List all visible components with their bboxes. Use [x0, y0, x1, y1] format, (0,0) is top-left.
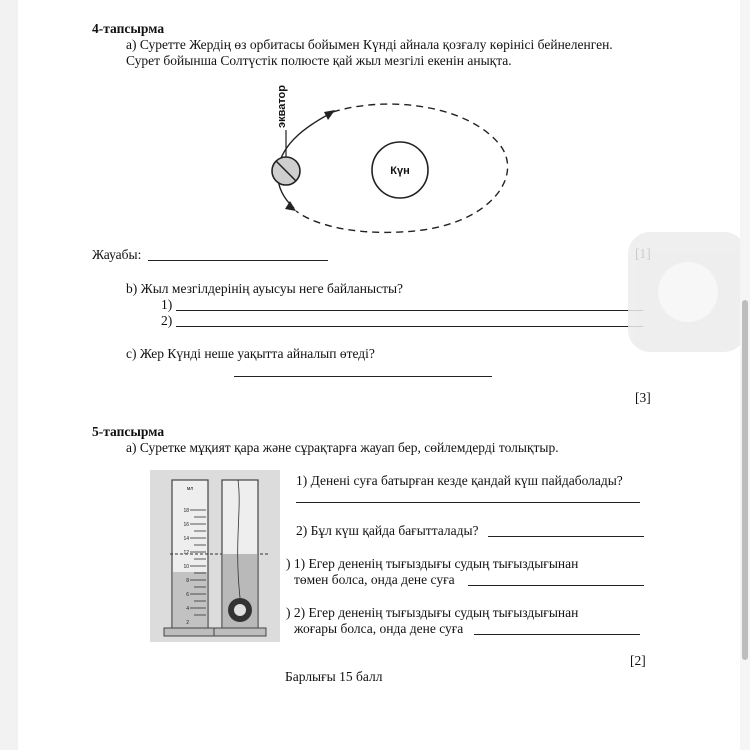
question-b: b) Жыл мезгілдерінің ауысуы неге байланысты?: [126, 281, 404, 296]
scrollbar-track[interactable]: [740, 0, 750, 750]
c-answer-blank[interactable]: [234, 376, 492, 377]
scale-label: 6: [186, 592, 189, 598]
question-c: c) Жер Күнді неше уақытта айналып өтеді?: [126, 346, 375, 361]
sun-label: Күн: [390, 165, 410, 177]
scale-label: 18: [183, 508, 189, 514]
total-score: Барлығы 15 балл: [285, 669, 383, 684]
scale-label: 12: [183, 550, 189, 556]
task5-score: [2]: [630, 653, 646, 668]
scale-label: 4: [186, 606, 189, 612]
b-item1-blank[interactable]: [176, 310, 643, 311]
task5-q1: 1) Денені суға батырған кезде қандай күш пайдаболады?: [296, 473, 623, 488]
score-bc: [3]: [635, 390, 651, 405]
task5-q4-line2: жоғары болса, онда дене суға: [294, 621, 464, 636]
q4-blank[interactable]: [474, 634, 640, 635]
earth-orbit-diagram: [238, 70, 538, 240]
scrollbar-thumb[interactable]: [742, 300, 748, 660]
scale-label: 14: [183, 536, 189, 542]
cylinders-photo: [150, 470, 280, 642]
submerged-weight-icon: [228, 598, 252, 622]
task4-title: 4-тапсырма: [92, 21, 165, 36]
b-item1-label: 1): [161, 297, 173, 312]
q2-blank[interactable]: [488, 536, 644, 537]
task5-q3-line1: ) 1) Егер дененің тығыздығы судың тығыздығынан: [286, 556, 579, 571]
left-cylinder-water: [173, 572, 207, 629]
task5-title: 5-тапсырма: [92, 424, 165, 439]
earth-icon: [272, 130, 300, 185]
cylinder-unit-label: мл: [186, 486, 194, 492]
cylinders-illustration: [150, 470, 280, 642]
scale-label: 2: [186, 620, 189, 626]
q3-blank[interactable]: [468, 585, 644, 586]
task5-q4-line1: ) 2) Егер дененің тығыздығы судың тығыздығынан: [286, 605, 579, 620]
worksheet-page: [18, 0, 740, 750]
scale-label: 8: [186, 578, 189, 584]
orbit-arrow-bottom: [285, 201, 296, 211]
q1-blank[interactable]: [296, 502, 640, 503]
scale-label: 16: [183, 522, 189, 528]
task5-q2: 2) Бұл күш қайда бағытталады?: [296, 523, 479, 538]
scale-label: 10: [183, 564, 189, 570]
b-item2-label: 2): [161, 313, 173, 328]
task5-a-line: a) Суретке мұқият қара және сұрақтарға жауап бер, сөйлемдерді толықтыр.: [126, 440, 559, 455]
assistive-button-inner: [658, 262, 718, 322]
answer-label: Жауабы:: [92, 247, 142, 262]
task4-a-line1: a) Суретте Жердің өз орбитасы бойымен Күнді айнала қозғалу көрінісі бейнеленген.: [126, 37, 613, 52]
floating-assistive-button[interactable]: [628, 232, 746, 352]
answer-blank[interactable]: [148, 260, 328, 261]
b-item2-blank[interactable]: [176, 326, 643, 327]
equator-label: экватор: [276, 85, 288, 128]
task4-a-line2: Сурет бойынша Солтүстік полюсте қай жыл мезгілі екенін анықта.: [126, 53, 512, 68]
task5-q3-line2: төмен болса, онда дене суға: [294, 572, 455, 587]
